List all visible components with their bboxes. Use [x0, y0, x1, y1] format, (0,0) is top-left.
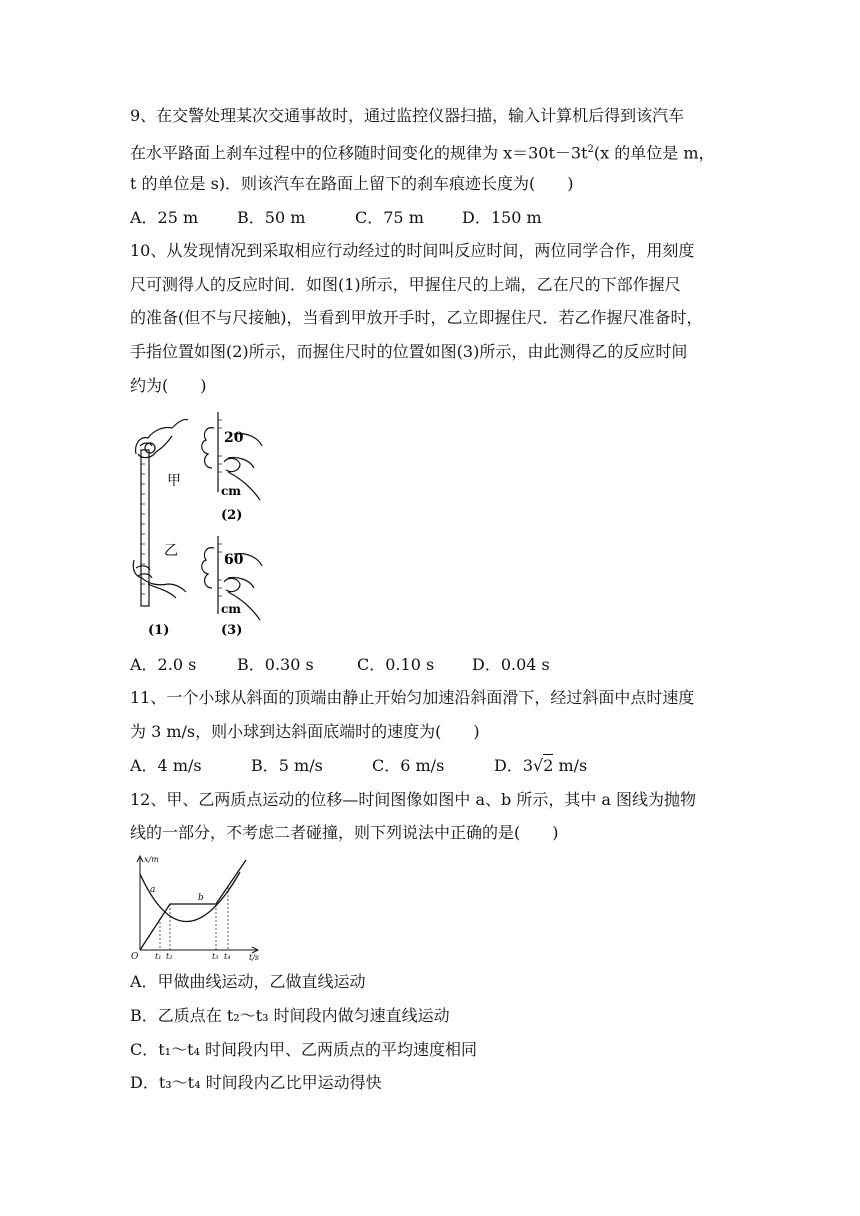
tick-t4: t₄: [224, 952, 231, 961]
label-b: b: [198, 893, 204, 903]
q10-line-5: 约为( ): [130, 376, 207, 395]
unit-cm-2: cm: [221, 484, 242, 498]
sqrt-sign: √: [533, 756, 544, 775]
q11-option-d-coef: D．3: [494, 756, 534, 775]
q12-option-d: D．t₃～t₄ 时间段内乙比甲运动得快: [130, 1073, 382, 1092]
q11-option-b: B．5 m/s: [251, 756, 323, 775]
ruler-fig-1: [133, 419, 188, 606]
unit-cm-3: cm: [221, 602, 242, 616]
q11-option-d-radicand: 2: [543, 756, 554, 775]
q9-line-2: [130, 140, 715, 163]
caption-3: (3): [221, 623, 243, 638]
hand-jia: [136, 419, 188, 454]
q12-line-1: 12、甲、乙两质点运动的位移—时间图像如图中 a、b 所示，其中 a 图线为抛物: [130, 790, 697, 809]
q11-option-d: [494, 756, 587, 776]
q9-unit-text: (x 的单位是 m，: [593, 143, 715, 163]
xt-graph: [128, 852, 264, 962]
origin-label: O: [131, 952, 139, 962]
q9-exponent: 2: [587, 144, 594, 155]
q9-option-b: B．50 m: [237, 208, 306, 227]
q9-line-1: 9、在交警处理某次交通事故时，通过监控仪器扫描，输入计算机后得到该汽车: [130, 106, 685, 125]
y-axis-label: x/m: [144, 855, 159, 864]
q9-option-d: D．150 m: [462, 208, 542, 227]
q11-line-2: 为 3 m/s，则小球到达斜面底端时的速度为( ): [130, 722, 480, 741]
q11-option-d-unit: m/s: [553, 756, 588, 775]
q10-line-3: 的准备(但不与尺接触)，当看到甲放开手时，乙立即握住尺．若乙作握尺准备时，: [130, 308, 703, 327]
caption-2: (2): [221, 508, 243, 523]
q12-line-2: 线的一部分，不考虑二者碰撞，则下列说法中正确的是( ): [130, 823, 559, 842]
label-jia: 甲: [167, 473, 181, 489]
tick-t1: t₁: [155, 952, 162, 961]
q9-option-c: C．75 m: [355, 208, 424, 227]
q9-formula-text: 在水平路面上刹车过程中的位移随时间变化的规律为 x＝30t－3t: [130, 143, 588, 163]
reading-20: 20: [224, 430, 244, 446]
q12-option-c: C．t₁～t₄ 时间段内甲、乙两质点的平均速度相同: [130, 1040, 478, 1059]
q10-option-b: B．0.30 s: [237, 655, 314, 674]
reading-60: 60: [224, 552, 244, 568]
line-b: [140, 860, 246, 950]
tick-t2: t₂: [166, 952, 173, 961]
q10-option-d: D．0.04 s: [472, 655, 550, 674]
q9-line-3: t 的单位是 s)．则该汽车在路面上留下的刹车痕迹长度为( ): [130, 174, 574, 193]
q9-option-a: A．25 m: [130, 208, 199, 227]
tick-t3: t₃: [212, 952, 219, 961]
fingers-3: [202, 548, 214, 588]
q10-line-2: 尺可测得人的反应时间．如图(1)所示，甲握住尺的上端，乙在尺的下部作握尺: [130, 275, 681, 294]
q12-option-a: A．甲做曲线运动，乙做直线运动: [130, 972, 366, 991]
caption-1: (1): [148, 623, 170, 638]
q10-option-a: A．2.0 s: [130, 655, 197, 674]
q10-line-1: 10、从发现情况到采取相应行动经过的时间叫反应时间，两位同学合作，用刻度: [130, 241, 695, 260]
label-yi: 乙: [164, 543, 178, 559]
q11-line-1: 11、一个小球从斜面的顶端由静止开始匀加速沿斜面滑下，经过斜面中点时速度: [130, 688, 695, 707]
curve-a: [140, 872, 240, 922]
q12-option-b: B．乙质点在 t₂～t₃ 时间段内做匀速直线运动: [130, 1006, 450, 1025]
q10-line-4: 手指位置如图(2)所示，而握住尺时的位置如图(3)所示，由此测得乙的反应时间: [130, 342, 688, 361]
x-axis-label: t/s: [249, 953, 260, 962]
q11-option-a: A．4 m/s: [130, 756, 202, 775]
q10-option-c: C．0.10 s: [357, 655, 435, 674]
q11-option-c: C．6 m/s: [372, 756, 445, 775]
ruler-figure: [128, 408, 278, 640]
label-a: a: [150, 885, 156, 895]
fingers-2: [202, 428, 214, 468]
